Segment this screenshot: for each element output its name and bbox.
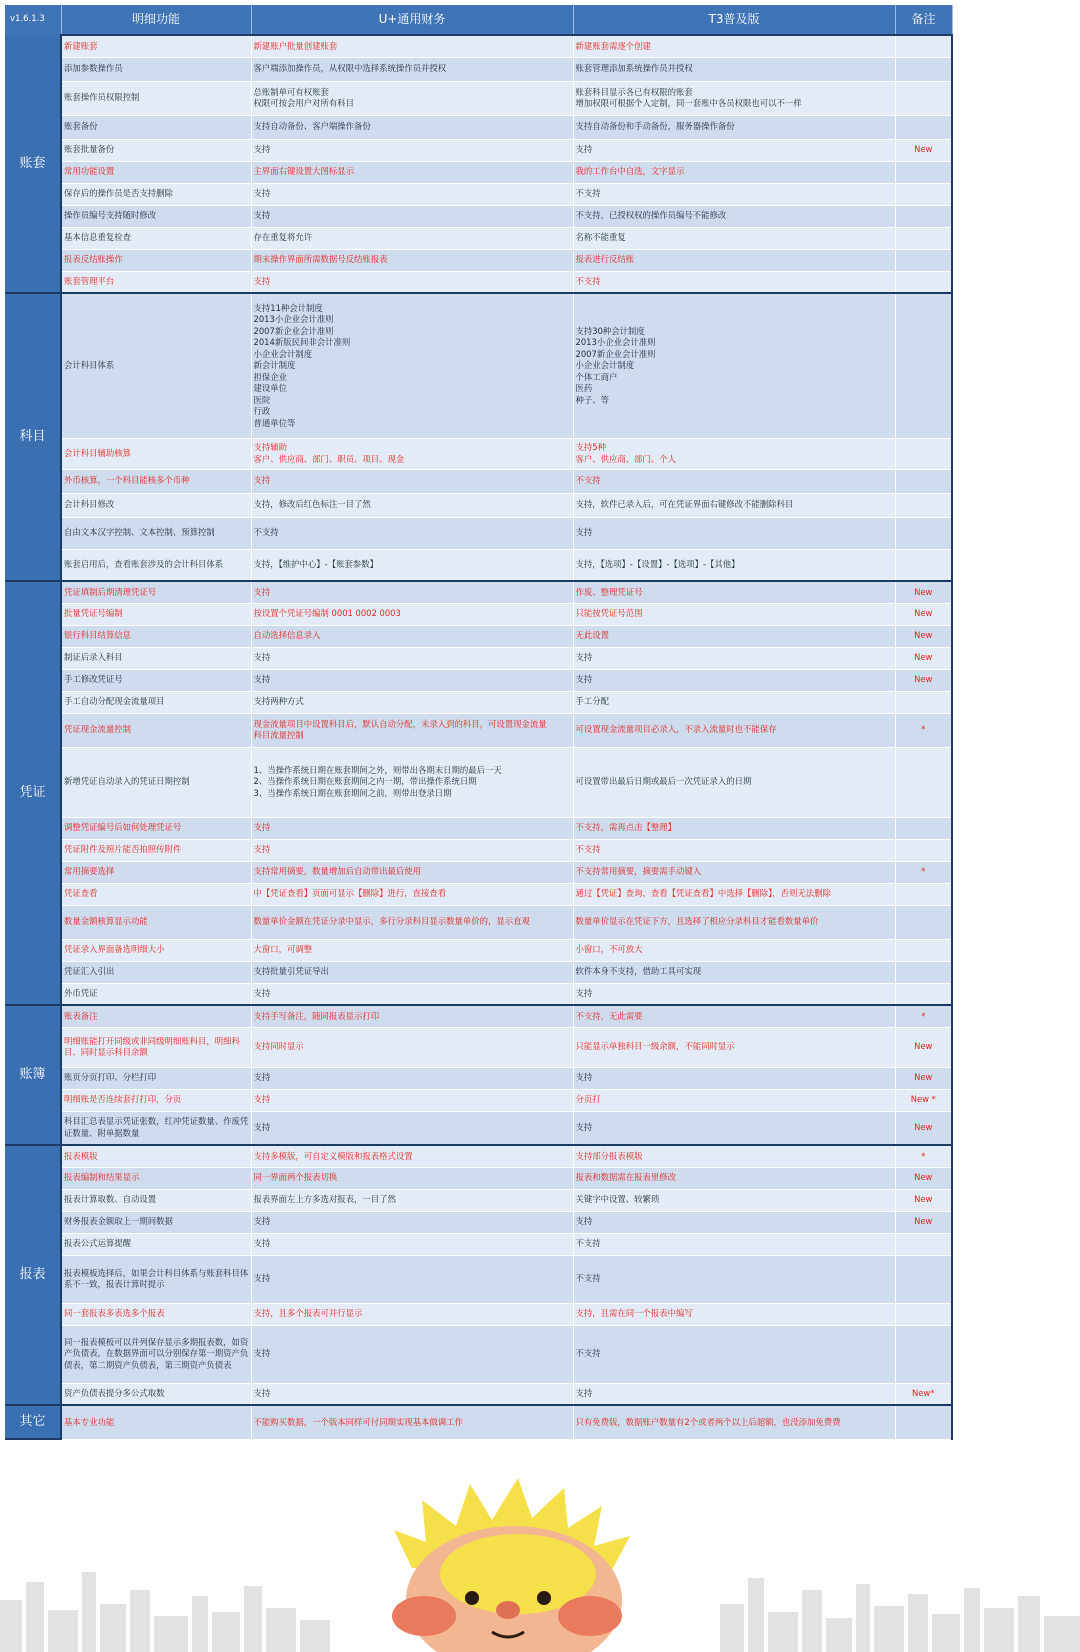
feature-cell: 明细账是否连续套打打印，分页 <box>61 1089 251 1111</box>
table-row <box>5 1005 952 1027</box>
header-feature: 明细功能 <box>61 5 251 35</box>
table-row <box>5 1067 952 1089</box>
feature-cell: 账套启用后，查看账套涉及的会计科目体系 <box>61 549 251 581</box>
t3-cell: 支持 <box>573 139 895 161</box>
uplus-cell: 现金流量项目中设置科目后，默认自动分配，未录入到的科目，可设置现金流量 科目流量控制 <box>251 713 573 747</box>
table-row <box>5 1145 952 1167</box>
t3-cell: 不支持 <box>573 183 895 205</box>
table-row <box>5 271 952 293</box>
uplus-cell: 支持 <box>251 839 573 861</box>
table-row <box>5 883 952 905</box>
table-row <box>5 983 952 1005</box>
feature-cell: 报表反结账操作 <box>61 249 251 271</box>
note-cell <box>895 1405 952 1439</box>
t3-cell: 不支持，需再点击【整理】 <box>573 817 895 839</box>
note-cell <box>895 883 952 905</box>
feature-cell: 凭证查看 <box>61 883 251 905</box>
note-cell: New <box>895 647 952 669</box>
t3-cell: 不支持，无此需要 <box>573 1005 895 1027</box>
note-cell <box>895 438 952 469</box>
uplus-cell: 支持 <box>251 1255 573 1303</box>
table-row <box>5 961 952 983</box>
note-cell <box>895 1255 952 1303</box>
note-cell: New <box>895 1167 952 1189</box>
table-row <box>5 861 952 883</box>
t3-cell: 支持 <box>573 1383 895 1405</box>
note-cell: * <box>895 1005 952 1027</box>
t3-cell: 不支持 <box>573 839 895 861</box>
section-label: 科目 <box>5 293 61 581</box>
feature-cell: 调整凭证编号后如何处理凭证号 <box>61 817 251 839</box>
feature-cell: 报表公式运算提醒 <box>61 1233 251 1255</box>
t3-cell: 作废、整理凭证号 <box>573 581 895 603</box>
uplus-cell: 支持，【维护中心】-【账套参数】 <box>251 549 573 581</box>
note-cell <box>895 469 952 493</box>
note-cell: * <box>895 1145 952 1167</box>
header-note: 备注 <box>895 5 952 35</box>
note-cell <box>895 983 952 1005</box>
note-cell <box>895 35 952 57</box>
feature-cell: 批量凭证号编制 <box>61 603 251 625</box>
table-row <box>5 249 952 271</box>
t3-cell: 不支持 <box>573 1255 895 1303</box>
table-row <box>5 1167 952 1189</box>
uplus-cell: 不支持 <box>251 517 573 549</box>
section-label: 账套 <box>5 35 61 293</box>
uplus-cell: 支持多模版，可自定义模版和报表格式设置 <box>251 1145 573 1167</box>
table-row <box>5 183 952 205</box>
uplus-cell: 支持，修改后红色标注一目了然 <box>251 493 573 517</box>
t3-cell: 支持 <box>573 1067 895 1089</box>
uplus-cell: 总账制单可有权账套 权限可按会用户对所有科目 <box>251 81 573 115</box>
feature-cell: 保存后的操作员是否支持删除 <box>61 183 251 205</box>
cartoon-mascot <box>372 1470 672 1652</box>
feature-cell: 外币凭证 <box>61 983 251 1005</box>
note-cell <box>895 493 952 517</box>
feature-cell: 账套批量备份 <box>61 139 251 161</box>
feature-cell: 基本信息重复检查 <box>61 227 251 249</box>
t3-cell: 支持 <box>573 1111 895 1145</box>
note-cell <box>895 249 952 271</box>
uplus-cell: 新建账户批量创建账套 <box>251 35 573 57</box>
uplus-cell: 自动选择信息录入 <box>251 625 573 647</box>
feature-cell: 报表计算取数、自动设置 <box>61 1189 251 1211</box>
uplus-cell: 支持 <box>251 1111 573 1145</box>
note-cell <box>895 293 952 438</box>
uplus-cell: 支持，且多个报表可并行显示 <box>251 1303 573 1325</box>
comparison-sheet <box>5 5 952 1440</box>
uplus-cell: 支持 <box>251 983 573 1005</box>
note-cell: New <box>895 625 952 647</box>
uplus-cell: 支持自动备份、客户端操作备份 <box>251 115 573 139</box>
uplus-cell: 报表界面左上方多选对报表，一目了然 <box>251 1189 573 1211</box>
feature-cell: 凭证现金流量控制 <box>61 713 251 747</box>
feature-cell: 报表模版 <box>61 1145 251 1167</box>
note-cell <box>895 1325 952 1383</box>
comparison-table <box>5 5 953 1440</box>
table-row <box>5 57 952 81</box>
note-cell: * <box>895 713 952 747</box>
feature-cell: 财务报表金额取上一期间数据 <box>61 1211 251 1233</box>
note-cell <box>895 747 952 817</box>
note-cell <box>895 517 952 549</box>
uplus-cell: 大窗口，可调整 <box>251 939 573 961</box>
t3-cell: 报表进行反结账 <box>573 249 895 271</box>
feature-cell: 科目汇总表显示凭证张数，红冲凭证数量、作废凭证数量、附单据数量 <box>61 1111 251 1145</box>
uplus-cell: 支持 <box>251 1067 573 1089</box>
feature-cell: 明细账能打开同级或非同级明细账科目，明细科目、同时显示科目余额 <box>61 1027 251 1067</box>
note-cell: New <box>895 1189 952 1211</box>
section-label: 凭证 <box>5 581 61 1005</box>
t3-cell: 支持30种会计制度 2013小企业会计准则 2007新企业会计准则 小企业会计制度 个体工商户 医药 种子、等 <box>573 293 895 438</box>
feature-cell: 银行科目结算信息 <box>61 625 251 647</box>
t3-cell: 分页打 <box>573 1089 895 1111</box>
note-cell: New <box>895 603 952 625</box>
table-row <box>5 817 952 839</box>
section-label: 报表 <box>5 1145 61 1405</box>
feature-cell: 资产负债表提分多公式取数 <box>61 1383 251 1405</box>
note-cell <box>895 839 952 861</box>
table-row <box>5 493 952 517</box>
table-row <box>5 905 952 939</box>
uplus-cell: 支持辅助 客户、供应商、部门、职员、项目、现金 <box>251 438 573 469</box>
feature-cell: 同一套报表多表选多个报表 <box>61 1303 251 1325</box>
feature-cell: 凭证附件及照片能否拍照传附件 <box>61 839 251 861</box>
table-row <box>5 227 952 249</box>
table-row <box>5 1089 952 1111</box>
t3-cell: 支持自动备份和手动备份，服务器操作备份 <box>573 115 895 139</box>
t3-cell: 数量单价显示在凭证下方，且选择了相应分录科目才能看数量单价 <box>573 905 895 939</box>
t3-cell: 账套管理添加系统操作员并授权 <box>573 57 895 81</box>
t3-cell: 可设置现金流量项目必录入，不录入流量时也不能保存 <box>573 713 895 747</box>
uplus-cell: 支持两种方式 <box>251 691 573 713</box>
table-row <box>5 469 952 493</box>
note-cell: New <box>895 1067 952 1089</box>
t3-cell: 通过【凭证】查询，查看【凭证查看】中选择【删除】，否则无法删除 <box>573 883 895 905</box>
note-cell: New <box>895 669 952 691</box>
note-cell: New* <box>895 1383 952 1405</box>
feature-cell: 数量金额核算显示功能 <box>61 905 251 939</box>
t3-cell: 支持 <box>573 669 895 691</box>
feature-cell: 会计科目体系 <box>61 293 251 438</box>
table-row <box>5 1211 952 1233</box>
t3-cell: 新建账套需逐个创建 <box>573 35 895 57</box>
note-cell <box>895 205 952 227</box>
feature-cell: 账套备份 <box>61 115 251 139</box>
table-row <box>5 1189 952 1211</box>
note-cell: * <box>895 861 952 883</box>
uplus-cell: 1、当操作系统日期在账套期间之外，则带出各期末日期的最后一天 2、当操作系统日期在账套期间之内一期，带出操作系统日期 3、当操作系统日期在账套期间之前，则带出登录日期 <box>251 747 573 817</box>
table-row <box>5 939 952 961</box>
uplus-cell: 支持 <box>251 271 573 293</box>
feature-cell: 手工自动分配现金流量项目 <box>61 691 251 713</box>
note-cell <box>895 961 952 983</box>
uplus-cell: 支持 <box>251 1211 573 1233</box>
table-row <box>5 581 952 603</box>
note-cell <box>895 691 952 713</box>
note-cell <box>895 1233 952 1255</box>
uplus-cell: 期末操作界面所需数据号反结账报表 <box>251 249 573 271</box>
table-row <box>5 1255 952 1303</box>
table-row <box>5 691 952 713</box>
table-row <box>5 747 952 817</box>
note-cell: New <box>895 1211 952 1233</box>
t3-cell: 只能按凭证号范围 <box>573 603 895 625</box>
feature-cell: 新建账套 <box>61 35 251 57</box>
t3-cell: 可设置带出最后日期或最后一次凭证录入的日期 <box>573 747 895 817</box>
table-row <box>5 293 952 438</box>
t3-cell: 支持部分报表模版 <box>573 1145 895 1167</box>
note-cell <box>895 905 952 939</box>
feature-cell: 账套操作员权限控制 <box>61 81 251 115</box>
t3-cell: 支持，【选项】-【设置】-【选项】-【其他】 <box>573 549 895 581</box>
note-cell <box>895 183 952 205</box>
uplus-cell: 支持 <box>251 647 573 669</box>
uplus-cell: 支持批量引凭证导出 <box>251 961 573 983</box>
feature-cell: 凭证汇入引出 <box>61 961 251 983</box>
uplus-cell: 支持 <box>251 581 573 603</box>
uplus-cell: 数量单价金额在凭证分录中显示，多行分录科目显示数量单价的，显示直观 <box>251 905 573 939</box>
table-row <box>5 205 952 227</box>
version-label: v1.6.1.3 <box>5 5 61 35</box>
table-row <box>5 115 952 139</box>
t3-cell: 只有免费版，数据账户数量有2个或者两个以上后超额，也没添加免费费 <box>573 1405 895 1439</box>
t3-cell: 账套科目显示各已有权限的账套 增加权限可根据个人定制，同一套账中各员权限也可以不一样 <box>573 81 895 115</box>
t3-cell: 不支持，已授权权的操作员编号不能修改 <box>573 205 895 227</box>
t3-cell: 关键字中设置、较繁琐 <box>573 1189 895 1211</box>
t3-cell: 支持 <box>573 517 895 549</box>
uplus-cell: 支持 <box>251 1383 573 1405</box>
feature-cell: 手工修改凭证号 <box>61 669 251 691</box>
feature-cell: 操作员编号支持随时修改 <box>61 205 251 227</box>
table-row <box>5 603 952 625</box>
t3-cell: 无此设置 <box>573 625 895 647</box>
feature-cell: 常用摘要选择 <box>61 861 251 883</box>
t3-cell: 支持 <box>573 1211 895 1233</box>
uplus-cell: 支持常用摘要，数量增加后自动带出最后使用 <box>251 861 573 883</box>
table-row <box>5 549 952 581</box>
table-row <box>5 1111 952 1145</box>
table-row <box>5 625 952 647</box>
table-row <box>5 1383 952 1405</box>
uplus-cell: 中【凭证查看】页面可显示【删除】进行，直接查看 <box>251 883 573 905</box>
uplus-cell: 同一界面两个报表切换 <box>251 1167 573 1189</box>
uplus-cell: 支持 <box>251 469 573 493</box>
uplus-cell: 支持手写备注，随同报表显示打印 <box>251 1005 573 1027</box>
uplus-cell: 按设置个凭证号编制 0001 0002 0003 <box>251 603 573 625</box>
table-row <box>5 139 952 161</box>
t3-cell: 支持 <box>573 983 895 1005</box>
note-cell <box>895 817 952 839</box>
uplus-cell: 支持 <box>251 1089 573 1111</box>
t3-cell: 报表和数据需在报表里修改 <box>573 1167 895 1189</box>
uplus-cell: 支持 <box>251 817 573 839</box>
table-row <box>5 1233 952 1255</box>
feature-cell: 凭证填制后期清理凭证号 <box>61 581 251 603</box>
uplus-cell: 客户端添加操作员，从权限中选择系统操作员并授权 <box>251 57 573 81</box>
table-row <box>5 839 952 861</box>
t3-cell: 支持 <box>573 647 895 669</box>
feature-cell: 基本专业功能 <box>61 1405 251 1439</box>
uplus-cell: 支持同时显示 <box>251 1027 573 1067</box>
table-row <box>5 669 952 691</box>
uplus-cell: 不能购买数据，一个版本同样可付同期实现基本做调工作 <box>251 1405 573 1439</box>
t3-cell: 我的工作台中自选，文字显示 <box>573 161 895 183</box>
feature-cell: 常用功能设置 <box>61 161 251 183</box>
t3-cell: 不支持 <box>573 1325 895 1383</box>
t3-cell: 支持，且需在同一个报表中编写 <box>573 1303 895 1325</box>
note-cell <box>895 57 952 81</box>
t3-cell: 不支持 <box>573 469 895 493</box>
note-cell <box>895 115 952 139</box>
feature-cell: 添加参数操作员 <box>61 57 251 81</box>
note-cell <box>895 161 952 183</box>
feature-cell: 账页分页打印、分栏打印 <box>61 1067 251 1089</box>
t3-cell: 软件本身不支持，借助工具可实现 <box>573 961 895 983</box>
feature-cell: 报表模板选择后，如果会计科目体系与账套科目体系不一致，报表计算时提示 <box>61 1255 251 1303</box>
note-cell <box>895 81 952 115</box>
note-cell <box>895 271 952 293</box>
note-cell <box>895 1303 952 1325</box>
feature-cell: 报表编制和结果显示 <box>61 1167 251 1189</box>
feature-cell: 同一报表模板可以并列保存显示多期报表数，如资产负债表，在数据界面可以分别保存第一期资产负债表，第二期资产负债表，第三期资产负债表 <box>61 1325 251 1383</box>
note-cell: New <box>895 581 952 603</box>
feature-cell: 自由文本汉字控制、文本控制、预算控制 <box>61 517 251 549</box>
table-body <box>5 35 952 1439</box>
uplus-cell: 支持 <box>251 1233 573 1255</box>
t3-cell: 支持，软件已录入后，可在凭证界面右键修改不能删除科目 <box>573 493 895 517</box>
feature-cell: 会计科目修改 <box>61 493 251 517</box>
feature-cell: 账表备注 <box>61 1005 251 1027</box>
feature-cell: 新增凭证自动录入的凭证日期控制 <box>61 747 251 817</box>
t3-cell: 不支持 <box>573 1233 895 1255</box>
uplus-cell: 支持 <box>251 669 573 691</box>
t3-cell: 支持5种 客户、供应商、部门、个人 <box>573 438 895 469</box>
uplus-cell: 主界面右键设置大图标显示 <box>251 161 573 183</box>
header-uplus: U+通用财务 <box>251 5 573 35</box>
t3-cell: 不支持常用摘要，摘要需手动键入 <box>573 861 895 883</box>
feature-cell: 制证后录入科目 <box>61 647 251 669</box>
t3-cell: 手工分配 <box>573 691 895 713</box>
uplus-cell: 存在重复将允许 <box>251 227 573 249</box>
table-row <box>5 1303 952 1325</box>
note-cell: New <box>895 1027 952 1067</box>
feature-cell: 账套管理平台 <box>61 271 251 293</box>
table-row <box>5 1405 952 1439</box>
table-row <box>5 1027 952 1067</box>
note-cell: New <box>895 139 952 161</box>
t3-cell: 只能显示单独科目一级余额，不能同时显示 <box>573 1027 895 1067</box>
table-row <box>5 1325 952 1383</box>
t3-cell: 名称不能重复 <box>573 227 895 249</box>
note-cell <box>895 227 952 249</box>
feature-cell: 外币核算，一个科目能核多个币种 <box>61 469 251 493</box>
table-row <box>5 438 952 469</box>
table-row <box>5 647 952 669</box>
note-cell: New * <box>895 1089 952 1111</box>
table-row <box>5 517 952 549</box>
uplus-cell: 支持 <box>251 139 573 161</box>
section-label: 其它 <box>5 1405 61 1439</box>
table-row <box>5 35 952 57</box>
table-row <box>5 161 952 183</box>
uplus-cell: 支持 <box>251 1325 573 1383</box>
header-t3: T3普及版 <box>573 5 895 35</box>
header-row <box>5 5 952 35</box>
uplus-cell: 支持 <box>251 205 573 227</box>
feature-cell: 会计科目辅助核算 <box>61 438 251 469</box>
note-cell: New <box>895 1111 952 1145</box>
note-cell <box>895 549 952 581</box>
t3-cell: 不支持 <box>573 271 895 293</box>
note-cell <box>895 939 952 961</box>
section-label: 账簿 <box>5 1005 61 1145</box>
table-row <box>5 713 952 747</box>
uplus-cell: 支持11种会计制度 2013小企业会计准则 2007新企业会计准则 2014新版民间非会计准则 小企业会计制度 新会计制度 担保企业 建设单位 医院 行政 普通单位等 <box>251 293 573 438</box>
table-row <box>5 81 952 115</box>
uplus-cell: 支持 <box>251 183 573 205</box>
t3-cell: 小窗口，不可放大 <box>573 939 895 961</box>
feature-cell: 凭证录入界面备选明细大小 <box>61 939 251 961</box>
